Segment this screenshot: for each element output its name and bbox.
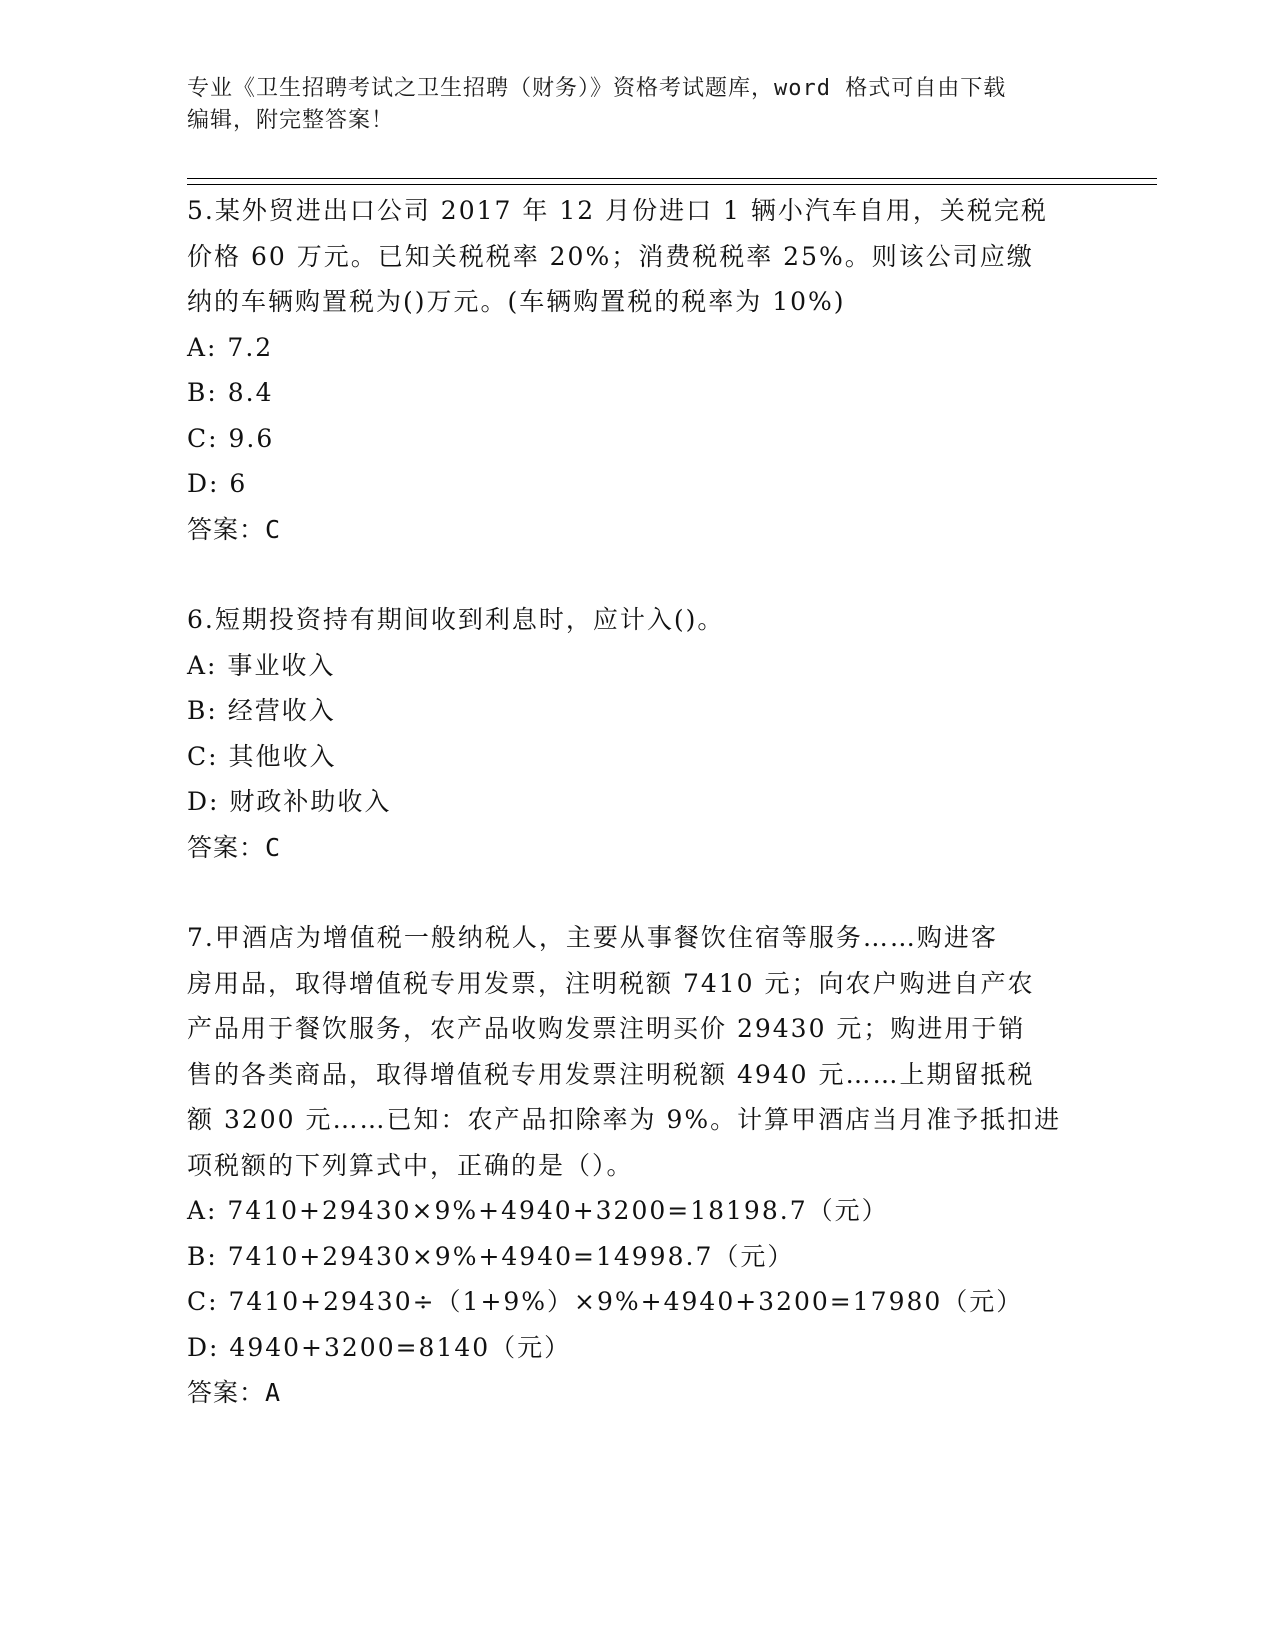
answer-text: 答案：C [187, 832, 282, 862]
question-stem-line: 项税额的下列算式中，正确的是（）。 [187, 1150, 634, 1180]
question-stem-line: 额 3200 元……已知：农产品扣除率为 9%。计算甲酒店当月准予抵扣进 [187, 1105, 1062, 1134]
question-stem-line: 售的各类商品，取得增值税专用发票注明税额 4940 元……上期留抵税 [187, 1059, 1035, 1089]
header-line: 专业《卫生招聘考试之卫生招聘（财务）》资格考试题库，word 格式可自由下载 [187, 76, 1007, 101]
question-stem-line: 纳的车辆购置税为()万元。(车辆购置税的税率为 10%) [187, 287, 846, 316]
option-c: C: 其他收入 [187, 741, 337, 771]
document-header [187, 73, 1087, 137]
question-stem-line: 5.某外贸进出口公司 2017 年 12 月份进口 1 辆小汽车自用，关税完税 [187, 196, 1048, 225]
question-stem-line: 6.短期投资持有期间收到利息时，应计入()。 [187, 605, 725, 634]
option-d: D: 财政补助收入 [187, 787, 392, 816]
question-6 [187, 597, 1087, 870]
question-stem-line: 价格 60 万元。已知关税税率 20%；消费税税率 25%。则该公司应缴 [187, 241, 1034, 271]
question-7 [187, 915, 1087, 1416]
option-c: C: 9.6 [187, 423, 275, 453]
question-list [187, 188, 1087, 1416]
header-divider [187, 184, 1157, 185]
option-a: A: 7410+29430×9%+4940+3200=18198.7（元） [187, 1196, 889, 1225]
question-stem-line: 房用品，取得增值税专用发票，注明税额 7410 元；向农户购进自产农 [187, 968, 1035, 998]
question-stem-line: 7.甲酒店为增值税一般纳税人，主要从事餐饮住宿等服务……购进客 [187, 923, 998, 952]
option-b: B: 7410+29430×9%+4940=14998.7（元） [187, 1241, 795, 1271]
option-d: D: 4940+3200=8140（元） [187, 1332, 572, 1362]
option-c: C: 7410+29430÷（1+9%）×9%+4940+3200=17980（元） [187, 1287, 1024, 1316]
option-a: A: 7.2 [187, 332, 274, 362]
option-b: B: 8.4 [187, 378, 274, 407]
question-5 [187, 188, 1087, 552]
header-line: 编辑，附完整答案！ [187, 108, 395, 133]
answer-text: 答案：C [187, 514, 282, 544]
header-divider [187, 178, 1157, 179]
answer-text: 答案：A [187, 1378, 282, 1407]
option-d: D: 6 [187, 469, 248, 498]
option-b: B: 经营收入 [187, 696, 336, 725]
option-a: A: 事业收入 [187, 650, 336, 680]
question-stem-line: 产品用于餐饮服务，农产品收购发票注明买价 29430 元；购进用于销 [187, 1014, 1026, 1043]
